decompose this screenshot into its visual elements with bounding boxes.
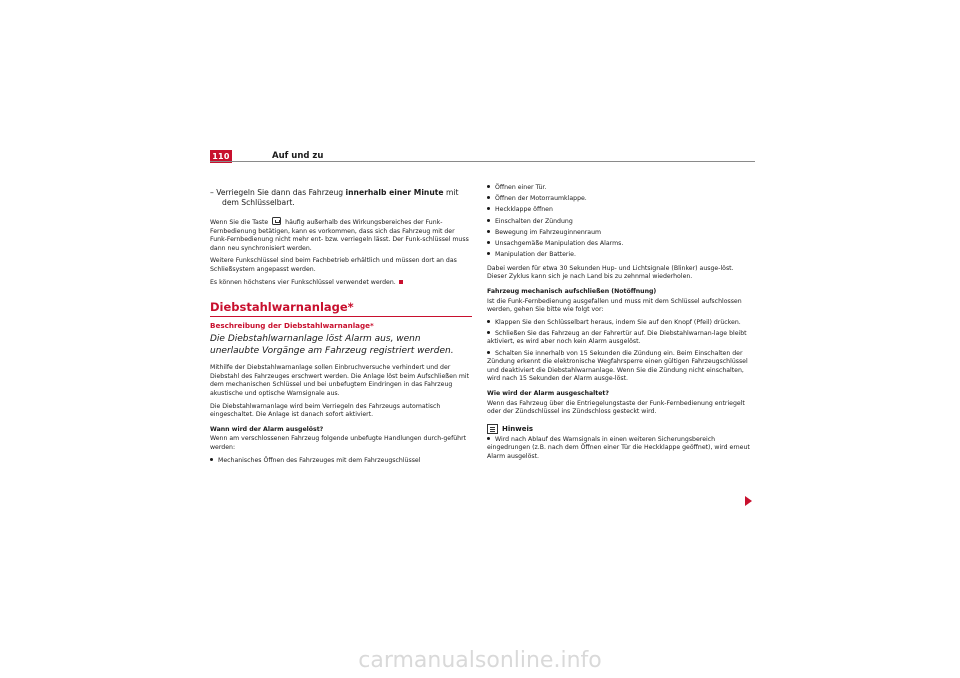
bullet-icon: [487, 331, 490, 334]
section-end-icon: [399, 280, 403, 284]
bullet-icon: [210, 458, 213, 461]
left-column: [210, 184, 472, 468]
bullet-icon: [487, 437, 490, 440]
list-item: Einschalten der Zündung: [487, 218, 752, 227]
note-icon: [487, 424, 498, 434]
note-heading: [487, 424, 752, 434]
bullet-icon: [487, 196, 490, 199]
paragraph-max-keys: [210, 279, 472, 288]
bullet-icon: [487, 241, 490, 244]
bullet-icon: [487, 219, 490, 222]
header-divider: [210, 161, 755, 162]
note-label: Hinweis: [502, 424, 534, 433]
bullet-icon: [487, 320, 490, 323]
step-suffix: mit dem Schlüsselbart.: [222, 188, 459, 207]
step-prefix: – Verriegeln Sie dann das Fahrzeug: [210, 188, 346, 197]
heading-alarm-off: Wie wird der Alarm ausgeschaltet?: [487, 390, 609, 398]
list-item: Schalten Sie innerhalb von 15 Sekunden die Zündung ein. Beim Einschalten der Zündung erkennt die elektronische Wegfahrsperre einen gültigen Fahrzeugschlüssel und deaktiviert die Diebstahlwarnanlage. Wenn Sie die Zündung nicht einschalten, wird nach 15 Sekunden der Alarm ausge-löst.: [487, 349, 748, 383]
list-item: Öffnen der Motorraumklappe.: [487, 195, 752, 204]
subsection-title: Beschreibung der Diebstahlwarnanlage*: [210, 321, 374, 331]
bullet-icon: [487, 252, 490, 255]
list-item: Heckklappe öffnen: [487, 206, 752, 215]
unlock-key-icon: [272, 217, 281, 225]
paragraph-signals: Dabei werden für etwa 30 Sekunden Hup- und Lichtsignale (Blinker) ausge-löst. Dieser Zyklus kann sich je nach Land bis zu zehnmal wiederholen.: [487, 264, 734, 281]
paragraph-max-keys-text: Es können höchstens vier Funkschlüssel verwendet werden.: [210, 278, 396, 286]
list-item: Manipulation der Batterie.: [487, 251, 752, 260]
note-item: Wird nach Ablauf des Warnsignals in einen weiteren Sicherungsbereich eingedrungen (z.B. nach dem Öffnen einer Tür die Heckklappe geöffnet), wird erneut Alarm ausgelöst.: [487, 435, 750, 460]
question-heading: Wann wird der Alarm ausgelöst?: [210, 425, 324, 433]
list-item: Schließen Sie das Fahrzeug an der Fahrertür auf. Die Diebstahlwarnan-lage bleibt aktiviert, es wird aber noch kein Alarm ausgelöst.: [487, 329, 747, 346]
instruction-step: [210, 188, 472, 208]
paragraph-conditions: Wenn am verschlossenen Fahrzeug folgende unbefugte Handlungen durch-geführt werden:: [210, 435, 467, 451]
step-bold: innerhalb einer Minute: [345, 188, 444, 197]
paragraph-sync: [210, 217, 472, 253]
paragraph-sync-end: häufig außerhalb des Wirkungsbereiches der Funk-Fernbedienung betätigen, kann es vorkommen, dass sich das Fahrzeug mit der Funk-Fernbedienung nicht mehr ent- bzw. verriegeln lässt. Der Funk-schlüssel muss dann neu synchronisiert werden.: [210, 219, 469, 252]
bullet-icon: [487, 230, 490, 233]
heading-emergency-open: Fahrzeug mechanisch aufschließen (Notöffnung): [487, 287, 657, 295]
section-title: Diebstahlwarnanlage*: [210, 300, 472, 317]
paragraph-activation: Die Diebstahlwarnanlage wird beim Verriegeln des Fahrzeugs automatisch eingeschaltet. Die Anlage ist danach sofort aktiviert.: [210, 402, 441, 419]
watermark: carmanualsonline.info: [358, 648, 602, 673]
intro-text: Die Diebstahlwarnanlage löst Alarm aus, wenn unerlaubte Vorgänge am Fahrzeug registriert werden.: [210, 334, 454, 356]
paragraph-alarm-off: Wenn das Fahrzeug über die Entriegelungstaste der Funk-Fernbedienung entriegelt oder der Zündschlüssel ins Zündschloss gesteckt wird.: [487, 399, 745, 416]
list-item: Unsachgemäße Manipulation des Alarms.: [487, 240, 752, 249]
bullet-icon: [487, 207, 490, 210]
bullet-icon: [487, 351, 490, 354]
list-item: Klappen Sie den Schlüsselbart heraus, indem Sie auf den Knopf (Pfeil) drücken.: [487, 319, 752, 328]
list-item: Bewegung im Fahrzeuginnenraum: [487, 229, 752, 238]
page-number: 110: [210, 150, 232, 163]
list-item: Mechanisches Öffnen des Fahrzeuges mit dem Fahrzeugschlüssel: [210, 457, 472, 466]
continue-arrow-icon: [745, 496, 752, 506]
paragraph-sync-start: Wenn Sie die Taste: [210, 219, 269, 226]
paragraph-dealer: Weitere Funkschlüssel sind beim Fachbetrieb erhältlich und müssen dort an das Schließsystem angepasst werden.: [210, 257, 457, 273]
paragraph-emergency: Ist die Funk-Fernbedienung ausgefallen und muss mit dem Schlüssel aufschlossen werden, gehen Sie bitte wie folgt vor:: [487, 297, 742, 314]
right-column: [487, 184, 752, 464]
chapter-title: Auf und zu: [272, 151, 324, 161]
paragraph-purpose: Mithilfe der Diebstahlwarnanlage sollen Einbruchversuche verhindert und der Diebstahl des Fahrzeuges erschwert werden. Die Anlage löst beim Aufschließen mit dem mechanischen Schlüssel und bei unbefugtem Eindringen in das Fahrzeug akustische und optische Warnsignale aus.: [210, 364, 470, 397]
list-item: Öffnen einer Tür.: [487, 184, 752, 193]
bullet-icon: [487, 185, 490, 188]
